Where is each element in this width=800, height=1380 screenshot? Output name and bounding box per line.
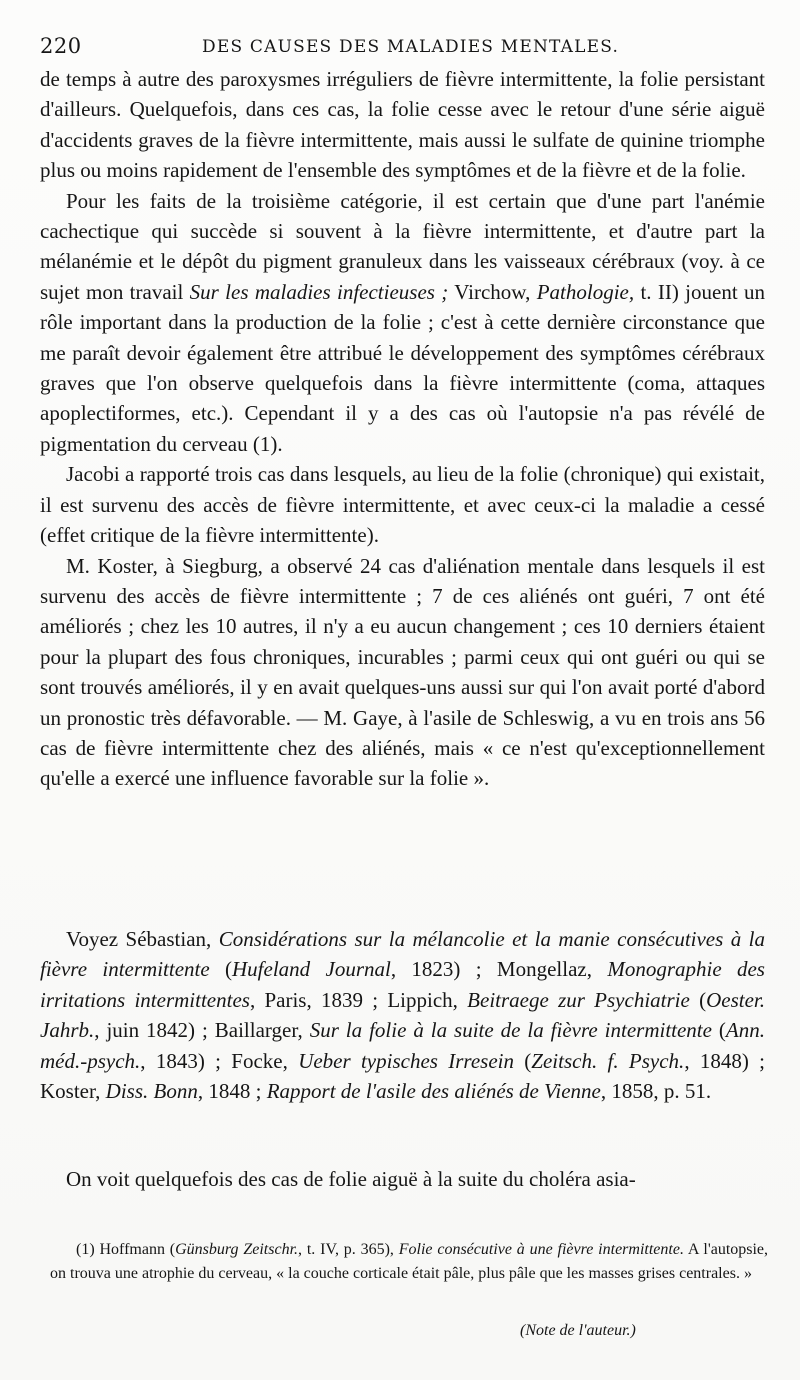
paragraph-1: de temps à autre des paroxysmes irréguliers de fièvre intermittente, la folie persistant d'ailleurs. Quelquefois, dans ces cas, la folie cesse avec le retour d'une série aiguë d'accidents graves de la fièvre intermittente, mais aussi le sulfate de quinine triomphe plus ou moins rapidement de l'ensemble des symptômes et de la fièvre et de la folie.: [40, 67, 765, 183]
closing-line: On voit quelquefois des cas de folie aiguë à la suite du choléra asia-: [66, 1167, 636, 1191]
footnote: (1) Hoffmann (Günsburg Zeitschr., t. IV, p. 365), Folie consécutive à une fièvre intermittente. A l'autopsie, on trouva une atrophie du cerveau, « la couche corticale était pâle, plus pâle que les masses grises centrales. »: [50, 1241, 769, 1282]
running-head: DES CAUSES DES MALADIES MENTALES.: [202, 37, 620, 57]
body-text: [40, 64, 765, 794]
paragraph-4: M. Koster, à Siegburg, a observé 24 cas d'aliénation mentale dans lesquels il est survenu des accès de fièvre intermittente ; 7 de ces aliénés ont guéri, 7 ont été améliorés ; chez les 10 autres, il n'y a eu aucun changement ; ces 10 derniers étaient pour la plupart des fous chroniques, incurables ; parmi ceux qui ont guéri ou qui se sont trouvés améliorés, il y en avait quelques-uns aussi sur qui l'on avait porté d'abord un pronostic très défavorable. — M. Gaye, à l'asile de Schleswig, a vu en trois ans 56 cas de fièvre intermittente chez des aliénés, mais « ce n'est qu'exceptionnellement qu'elle a exercé une influence favorable sur la folie ».: [40, 553, 765, 791]
paragraph-2: Pour les faits de la troisième catégorie, il est certain que d'une part l'anémie cachectique qui succède si souvent à la fièvre intermittente, et d'autre part la mélanémie et le dépôt du pigment granuleux dans les vaisseaux cérébraux (voy. à ce sujet mon travail Sur les maladies infectieuses ; Virchow, Pathologie, t. II) jouent un rôle important dans la production de la folie ; c'est à cette dernière circonstance que me paraît devoir également être attribué le développement des symptômes cérébraux graves que l'on observe quelquefois dans la fièvre intermittente (coma, attaques apoplectiformes, etc.). Cependant il y a des cas où l'autopsie n'a pas révélé de pigmentation du cerveau (1).: [40, 188, 766, 456]
page-header: [40, 34, 765, 64]
page-number: 220: [40, 34, 82, 58]
bibliography-paragraph: Voyez Sébastian, Considérations sur la mélancolie et la manie consécutives à la fièvre intermittente (Hufeland Journal, 1823) ; Mongellaz, Monographie des irritations intermittentes, Paris, 1839 ; Lippich, Beitraege zur Psychiatrie (Oester. Jahrb., juin 1842) ; Baillarger, Sur la folie à la suite de la fièvre intermittente (Ann. méd.-psych., 1843) ; Focke, Ueber typisches Irresein (Zeitsch. f. Psych., 1848) ; Koster, Diss. Bonn, 1848 ; Rapport de l'asile des aliénés de Vienne, 1858, p. 51.: [40, 927, 766, 1104]
paragraph-3: Jacobi a rapporté trois cas dans lesquels, au lieu de la folie (chronique) qui existait, il est survenu des accès de fièvre intermittente, et avec ceux-ci la maladie a cessé (effet critique de la fièvre intermittente).: [40, 462, 765, 548]
footnote-attribution: (Note de l'auteur.): [520, 1322, 636, 1339]
